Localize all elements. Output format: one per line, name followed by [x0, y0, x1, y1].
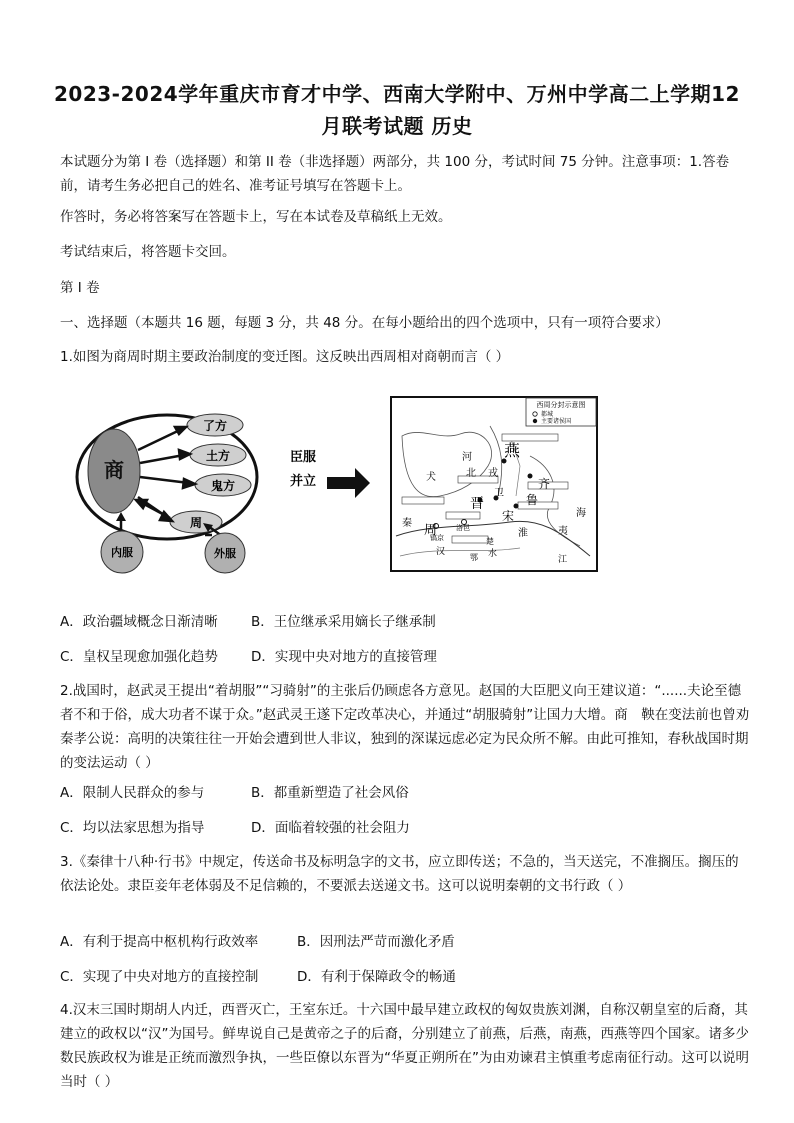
q2-option-b[interactable]: B．都重新塑造了社会风俗	[251, 785, 409, 801]
note-answer-card: 作答时，务必将答案写在答题卡上，写在本试卷及草稿纸上无效。	[60, 209, 452, 225]
group-1-label: 了方	[202, 419, 228, 433]
question-1-options-row2	[60, 645, 437, 665]
q2-option-c[interactable]: C．均以法家思想为指导	[60, 820, 205, 836]
question-2-stem: 2.战国时，赵武灵王提出“着胡服”“习骑射”的主张后仍顾虑各方意见。赵国的大臣肥义向王建议道：“......夫论至德者不和于俗，成大功者不谋于众。”赵武灵王遂下定改革决心，并通过“胡服骑射”让国力大增。商 鞅在变法前也曾劝秦孝公说：高明的决策往往一开始会遭到世人非议，独到的深谋远虑必定为民众所不解。由此可推知，春秋战国时期的变法运动（ ）	[60, 683, 750, 771]
legend-capital: 都城	[541, 411, 554, 418]
group-2-label: 土方	[205, 449, 231, 463]
arrow-label-1: 臣服	[290, 450, 317, 465]
inner-service-label: 内服	[111, 546, 133, 559]
exam-title-line1: 2023-2024学年重庆市育才中学、西南大学附中、万州中学高二上学期12	[54, 82, 740, 106]
map-label-qin: 秦	[402, 518, 412, 529]
map-label-quan: 犬	[426, 472, 436, 483]
map-label-luoyi: 洛邑	[456, 524, 470, 532]
map-label-hai: 海	[576, 508, 586, 519]
map-label-he: 河	[462, 452, 472, 463]
map-label-yi: 夷	[558, 526, 568, 537]
q1-option-a[interactable]: A．政治疆域概念日渐清晰	[60, 614, 218, 630]
note-return-card: 考试结束后，将答题卡交回。	[60, 244, 236, 260]
map-label-qi: 齐	[538, 477, 551, 491]
q2-option-d[interactable]: D．面临着较强的社会阻力	[251, 820, 410, 836]
question-1-options	[60, 610, 436, 630]
question-2-options	[60, 781, 409, 801]
map-label-rong: 戎	[488, 468, 498, 479]
question-2-options-row2	[60, 816, 410, 836]
intro-text: 本试题分为第 I 卷（选择题）和第 II 卷（非选择题）两部分，共 100 分，考试时间 75 分钟。注意事项：1.答卷前，请考生务必把自己的姓名、准考证号填写在答题卡上。	[60, 154, 730, 194]
q2-option-a[interactable]: A．限制人民群众的参与	[60, 785, 205, 801]
map-label-han: 汉	[436, 547, 446, 557]
question-4-stem: 4.汉末三国时期胡人内迁，西晋灭亡，王室东迁。十六国中最早建立政权的匈奴贵族刘渊，自称汉朝皇室的后裔，其建立的政权以“汉”为国号。鲜卑说自己是黄帝之子的后裔，分别建立了前燕，后燕，南燕，西燕等四个国家。诸多少数民族政权为谁是正统而激烈争执，一些臣僚以东晋为“华夏正朔所在”为由劝谏君主慎重考虑南征行动。这可以说明当时（ ）	[60, 1002, 749, 1090]
map-label-huai: 淮	[518, 528, 528, 539]
q1-option-d[interactable]: D．实现中央对地方的直接管理	[251, 649, 437, 665]
legend-states: 主要诸侯国	[541, 418, 572, 425]
exam-title-line2: 月联考试题 历史	[321, 114, 473, 138]
map-title: 西周分封示意图	[536, 401, 586, 409]
map-label-yan: 燕	[504, 441, 521, 460]
map-label-jiang: 江	[558, 555, 568, 565]
outer-service-label: 外服	[214, 547, 236, 560]
arrow-label-2: 并立	[290, 474, 317, 489]
q3-option-a[interactable]: A．有利于提高中枢机构行政效率	[60, 934, 259, 950]
q1-option-b[interactable]: B．王位继承采用嫡长子继承制	[251, 614, 436, 630]
map-label-wei: 卫	[494, 488, 504, 499]
map-label-jin: 晋	[470, 496, 484, 512]
western-zhou-map	[390, 396, 598, 572]
group-4-label: 周	[189, 516, 203, 530]
shang-zhou-diagram	[72, 405, 372, 575]
map-label-bei: 北	[466, 468, 476, 479]
shang-label: 商	[104, 458, 124, 482]
question-3-options-row2	[60, 965, 456, 985]
map-label-chu: 楚	[486, 537, 494, 546]
q1-option-c[interactable]: C．皇权呈现愈加强化趋势	[60, 649, 218, 665]
question-1-stem: 1.如图为商周时期主要政治制度的变迁图。这反映出西周相对商朝而言（ ）	[60, 349, 510, 365]
transition-arrow	[327, 468, 370, 498]
map-label-song: 宋	[502, 509, 515, 523]
q3-option-c[interactable]: C．实现了中央对地方的直接控制	[60, 969, 259, 985]
map-label-haojing: 镐京	[430, 534, 444, 542]
q3-option-b[interactable]: B．因刑法严苛而激化矛盾	[297, 934, 455, 950]
map-label-zhou: 周	[424, 523, 438, 538]
map-label-e: 鄂	[470, 553, 478, 562]
map-label-shui: 水	[488, 549, 498, 559]
map-label-lu: 鲁	[526, 493, 539, 507]
part-heading: 一、选择题（本题共 16 题，每题 3 分，共 48 分。在每小题给出的四个选项中，只有一项符合要求）	[60, 315, 669, 331]
question-3-options	[60, 930, 455, 950]
q3-option-d[interactable]: D．有利于保障政令的畅通	[297, 969, 456, 985]
question-3-stem: 3.《秦律十八种·行书》中规定，传送命书及标明急字的文书，应立即传送；不急的，当天送完，不准搁压。搁压的依法论处。隶臣妾年老体弱及不足信赖的，不要派去送递文书。这可以说明秦朝的文书行政（ ）	[60, 854, 739, 894]
group-3-label: 鬼方	[210, 479, 236, 493]
section-heading: 第 I 卷	[60, 280, 100, 296]
